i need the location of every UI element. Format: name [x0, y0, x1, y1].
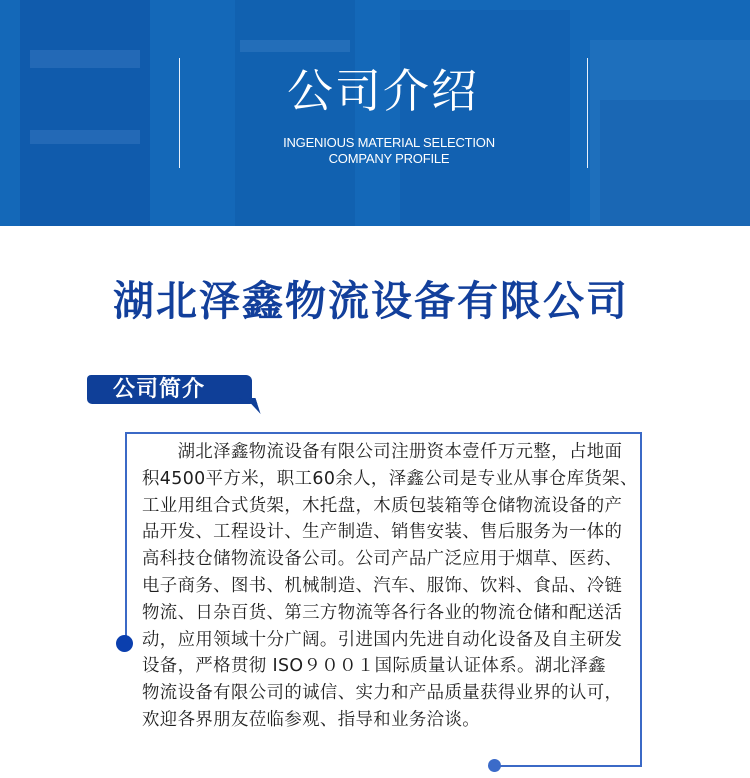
- intro-line: 欢迎各界朋友莅临参观、指导和业务洽谈。: [142, 709, 481, 730]
- intro-line: 电子商务、图书、机械制造、汽车、服饰、饮料、食品、冷链: [142, 575, 623, 596]
- banner-building-shade: [400, 10, 570, 226]
- intro-line: 物流设备有限公司的诚信、实力和产品质量获得业界的认可，: [142, 683, 623, 704]
- frame-dot-left-icon: [116, 635, 133, 652]
- company-intro-paragraph: [142, 439, 642, 734]
- header-banner: [0, 0, 750, 226]
- frame-border-top: [126, 432, 642, 434]
- company-name-heading: 湖北泽鑫物流设备有限公司: [113, 277, 629, 325]
- section-badge-tail: [239, 398, 260, 414]
- intro-line: 动，应用领域十分广阔。引进国内先进自动化设备及自主研发: [142, 629, 623, 650]
- banner-building-window: [240, 40, 350, 52]
- intro-line: 设备，严格贯彻 ISO９００１国际质量认证体系。湖北泽鑫: [142, 656, 606, 677]
- intro-line: 积4500平方米，职工60余人，泽鑫公司是专业从事仓库货架、: [142, 468, 638, 489]
- intro-line: 物流、日杂百货、第三方物流等各行各业的物流仓储和配送活: [142, 602, 623, 623]
- banner-subtitle-line1: INGENIOUS MATERIAL SELECTION: [283, 135, 495, 150]
- section-badge-label: 公司简介: [113, 377, 206, 402]
- intro-line: 品开发、工程设计、生产制造、销售安装、售后服务为一体的: [142, 522, 623, 543]
- frame-dot-bottom-icon: [488, 759, 501, 772]
- intro-line: 高科技仓储物流设备公司。公司产品广泛应用于烟草、医药、: [142, 549, 623, 570]
- banner-title: 公司介绍: [287, 64, 479, 118]
- frame-border-bottom: [494, 765, 642, 767]
- intro-line: 工业用组合式货架，木托盘，木质包装箱等仓储物流设备的产: [142, 495, 623, 516]
- section-badge: [87, 375, 252, 404]
- banner-subtitle-line2: COMPANY PROFILE: [328, 151, 450, 166]
- intro-line: 湖北泽鑫物流设备有限公司注册资本壹仟万元整，占地面: [142, 442, 623, 462]
- frame-border-left: [125, 432, 127, 644]
